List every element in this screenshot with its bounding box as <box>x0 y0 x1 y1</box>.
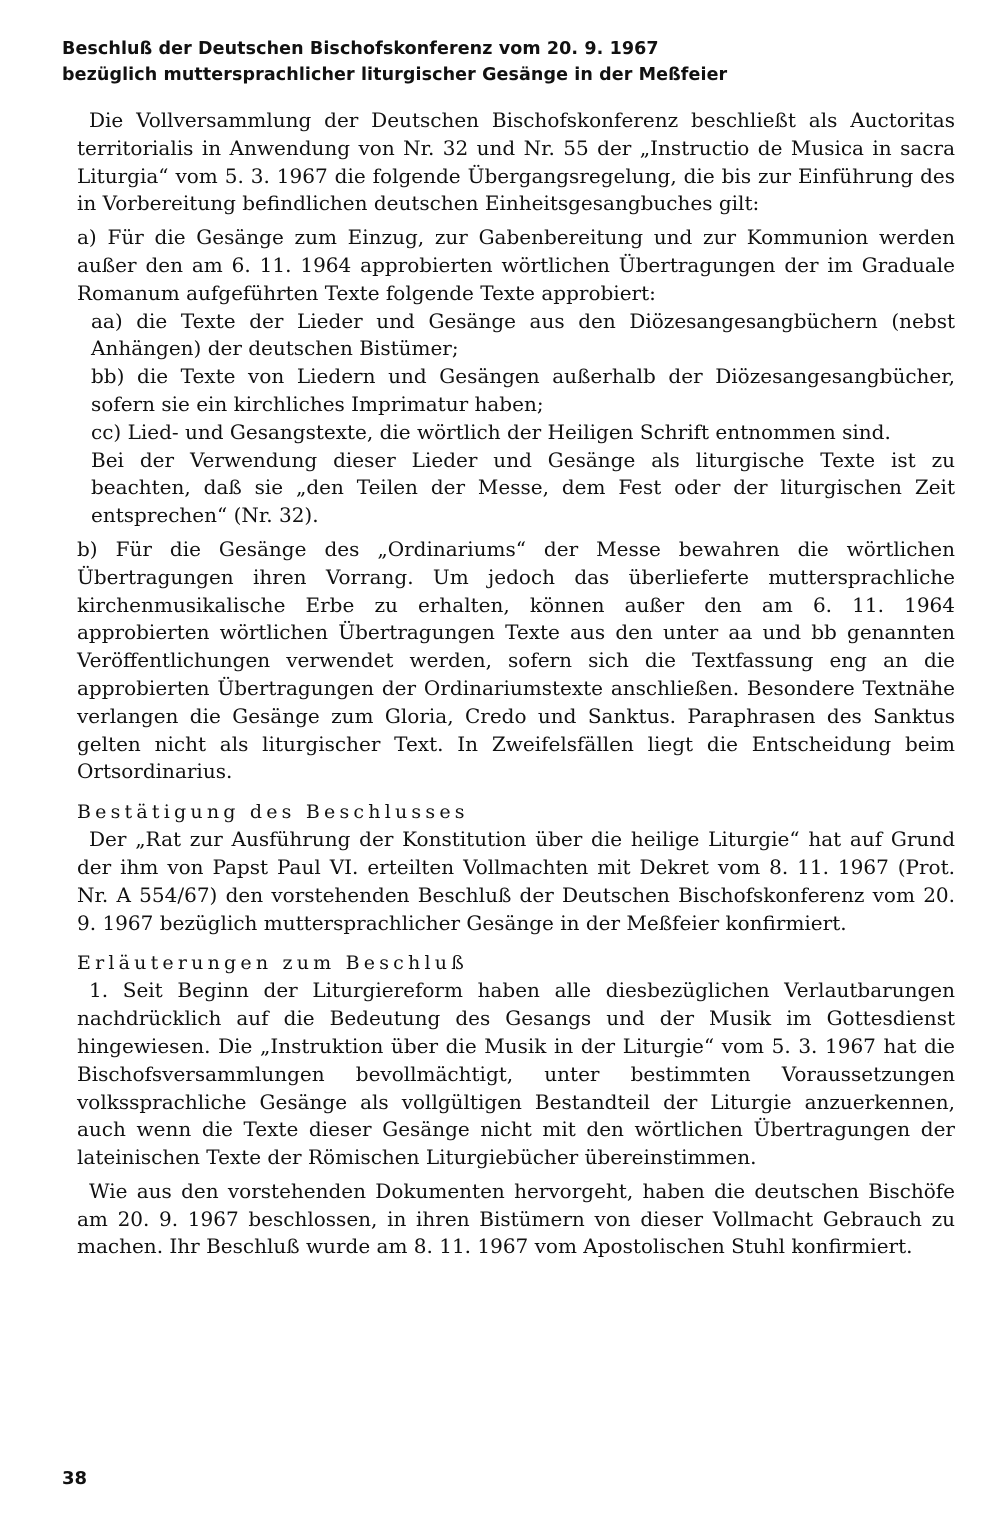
point-a-paragraph: a) Für die Gesänge zum Einzug, zur Gabenbereitung und zur Kommunion werden außer den am 6. 11. 1964 approbierten wörtlichen Übertragungen der im Graduale Romanum aufgeführten Texte folgende Texte approbiert: <box>77 225 955 305</box>
heading-line-1: Beschluß der Deutschen Bischofskonferenz vom 20. 9. 1967 <box>62 39 659 59</box>
heading-line-2: bezüglich muttersprachlicher liturgischer Gesänge in der Meßfeier <box>62 65 728 85</box>
point-aa-paragraph: aa) die Texte der Lieder und Gesänge aus den Diözesangesangbüchern (nebst Anhängen) der deutschen Bistümer; <box>91 308 955 361</box>
confirmation-section-title: Bestätigung des Beschlusses <box>77 801 469 824</box>
point-cc-paragraph: cc) Lied- und Gesangstexte, die wörtlich der Heiligen Schrift entnommen sind. <box>91 419 891 444</box>
explanations-paragraph-2: Wie aus den vorstehenden Dokumenten hervorgeht, haben die deutschen Bischöfe am 20. 9. 1967 beschlossen, in ihren Bistümern von dieser Vollmacht Gebrauch zu machen. Ihr Beschluß wurde am 8. 11. 1967 vom Apostolischen Stuhl konfirmiert. <box>77 1178 955 1259</box>
explanations-section-title: Erläuterungen zum Beschluß <box>77 952 469 975</box>
point-bb-paragraph: bb) die Texte von Liedern und Gesängen außerhalb der Diözesangesangbücher, sofern sie ein kirchliches Imprimatur haben; <box>91 364 955 416</box>
document-heading <box>62 36 942 88</box>
intro-paragraph: Die Vollversammlung der Deutschen Bischofskonferenz beschließt als Auctoritas territorialis in Anwendung von Nr. 32 und Nr. 55 der „Instructio de Musica in sacra Liturgia“ vom 5. 3. 1967 die folgende Übergangsregelung, die bis zur Einführung des in Vorbereitung befindlichen deutschen Einheitsgesangbuches gilt: <box>77 108 955 216</box>
document-body <box>77 107 955 1261</box>
confirmation-paragraph: Der „Rat zur Ausführung der Konstitution über die heilige Liturgie“ hat auf Grund der ihm von Papst Paul VI. erteilten Vollmachten mit Dekret vom 8. 11. 1967 (Prot. Nr. A 554/67) den vorstehenden Beschluß der Deutschen Bischofskonferenz vom 20. 9. 1967 bezüglich muttersprachlicher Gesänge in der Meßfeier konfirmiert. <box>77 827 955 935</box>
point-b-paragraph: b) Für die Gesänge des „Ordinariums“ der Messe bewahren die wörtlichen Übertragungen ihren Vorrang. Um jedoch das überlieferte muttersprachliche kirchenmusikalische Erbe zu erhalten, können außer den am 6. 11. 1964 approbierten wörtlichen Übertragungen Texte aus den unter aa und bb genannten Veröffentlichungen verwendet werden, sofern sich die Textfassung eng an die approbierten Übertragungen der Ordinariumstexte anschließen. Besondere Textnähe verlangen die Gesänge zum Gloria, Credo und Sanktus. Paraphrasen des Sanktus gelten nicht als liturgischer Text. In Zweifelsfällen liegt die Entscheidung beim Ortsordinarius. <box>77 536 955 784</box>
page-number: 38 <box>62 1468 88 1489</box>
point-a-note-paragraph: Bei der Verwendung dieser Lieder und Gesänge als liturgische Texte ist zu beachten, daß sie „den Teilen der Messe, dem Fest oder der liturgischen Zeit entsprechen“ (Nr. 32). <box>91 447 955 528</box>
explanations-paragraph-1: 1. Seit Beginn der Liturgiereform haben alle diesbezüglichen Verlautbarungen nachdrücklich auf die Bedeutung des Gesangs und der Musik im Gottesdienst hingewiesen. Die „Instruktion über die Musik in der Liturgie“ vom 5. 3. 1967 hat die Bischofsversammlungen bevollmächtigt, unter bestimmten Voraussetzungen volkssprachliche Gesänge als vollgültigen Bestandteil der Liturgie anzuerkennen, auch wenn die Texte dieser Gesänge nicht mit den wörtlichen Übertragungen der lateinischen Texte der Römischen Liturgiebücher übereinstimmen. <box>77 978 955 1170</box>
